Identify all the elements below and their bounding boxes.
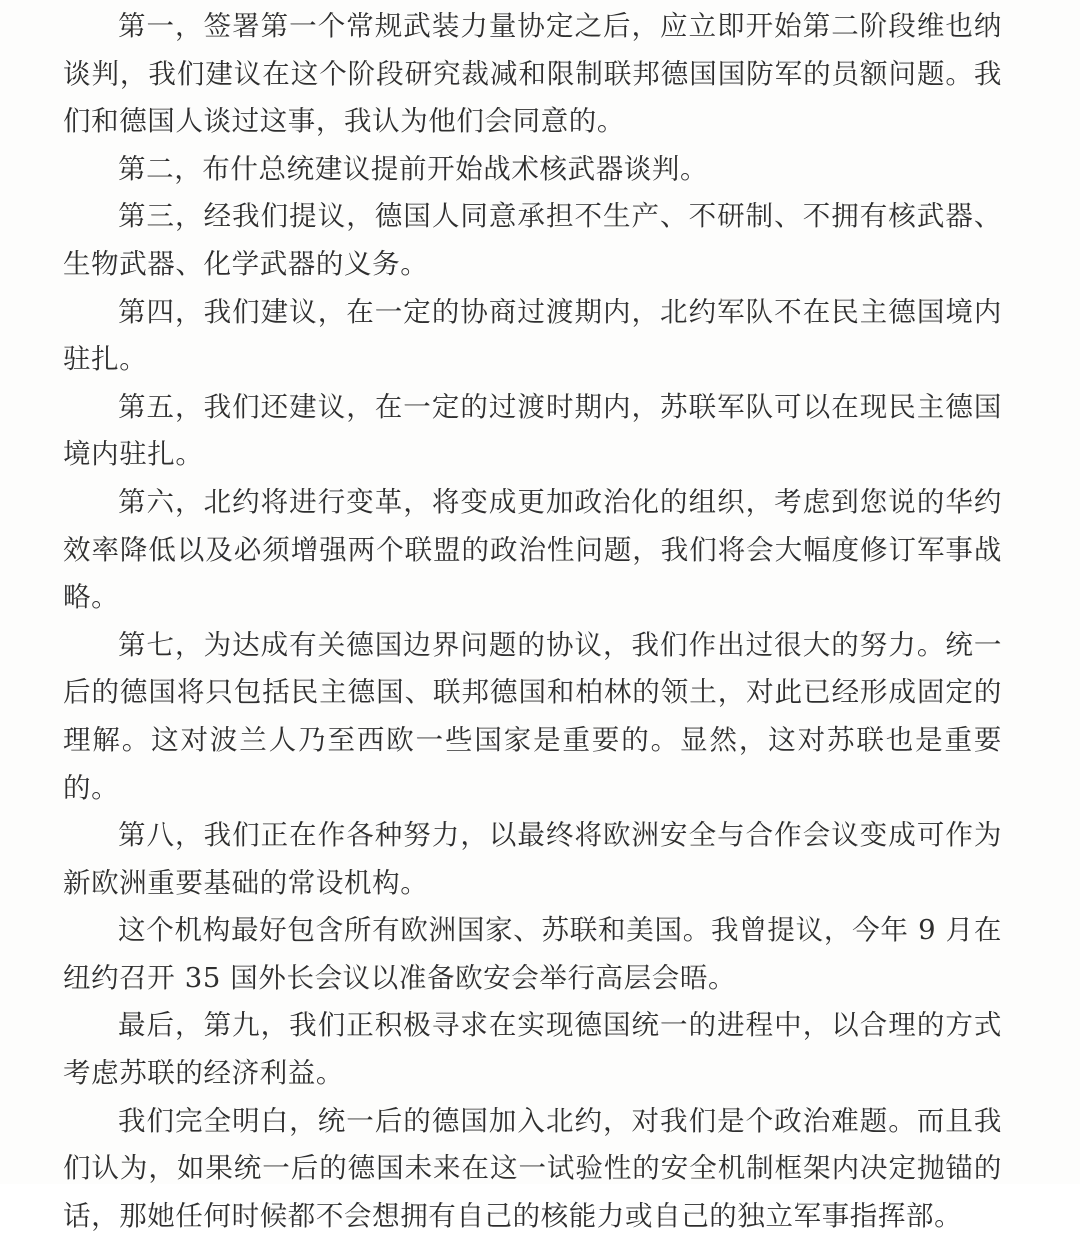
paragraph-1: 第一，签署第一个常规武装力量协定之后，应立即开始第二阶段维也纳谈判，我们建议在这个阶段研究裁减和限制联邦德国国防军的员额问题。我们和德国人谈过这事，我认为他们会同意的。	[63, 10, 1002, 138]
paragraph-6: 第六，北约将进行变革，将变成更加政治化的组织，考虑到您说的华约效率降低以及必须增强两个联盟的政治性问题，我们将会大幅度修订军事战略。	[63, 485, 1002, 614]
paragraph-3: 第三，经我们提议，德国人同意承担不生产、不研制、不拥有核武器、生物武器、化学武器的义务。	[63, 200, 1002, 280]
paragraph-8: 第八，我们正在作各种努力，以最终将欧洲安全与合作会议变成可作为新欧洲重要基础的常设机构。	[63, 819, 1002, 899]
paragraph-5: 第五，我们还建议，在一定的过渡时期内，苏联军队可以在现民主德国境内驻扎。	[63, 390, 1002, 471]
paragraph-10: 最后，第九，我们正积极寻求在实现德国统一的进程中，以合理的方式考虑苏联的经济利益。	[63, 1009, 1002, 1090]
paragraph-11: 我们完全明白，统一后的德国加入北约，对我们是个政治难题。而且我们认为，如果统一后的德国未来在这一试验性的安全机制框架内决定抛锚的话，那她任何时候都不会想拥有自己的核能力或自己的独立军事指挥部。	[63, 1104, 1002, 1232]
paragraph-2: 第二，布什总统建议提前开始战术核武器谈判。	[118, 152, 709, 185]
paragraph-4: 第四，我们建议，在一定的协商过渡期内，北约军队不在民主德国境内驻扎。	[63, 295, 1002, 376]
document-body	[63, 0, 1002, 1240]
paragraph-9: 这个机构最好包含所有欧洲国家、苏联和美国。我曾提议，今年 9 月在纽约召开 35 国外长会议以准备欧安会举行高层会晤。	[63, 914, 1002, 994]
paragraph-7: 第七，为达成有关德国边界问题的协议，我们作出过很大的努力。统一后的德国将只包括民主德国、联邦德国和柏林的领土，对此已经形成固定的理解。这对波兰人乃至西欧一些国家是重要的。显然，这对苏联也是重要的。	[63, 628, 1002, 804]
